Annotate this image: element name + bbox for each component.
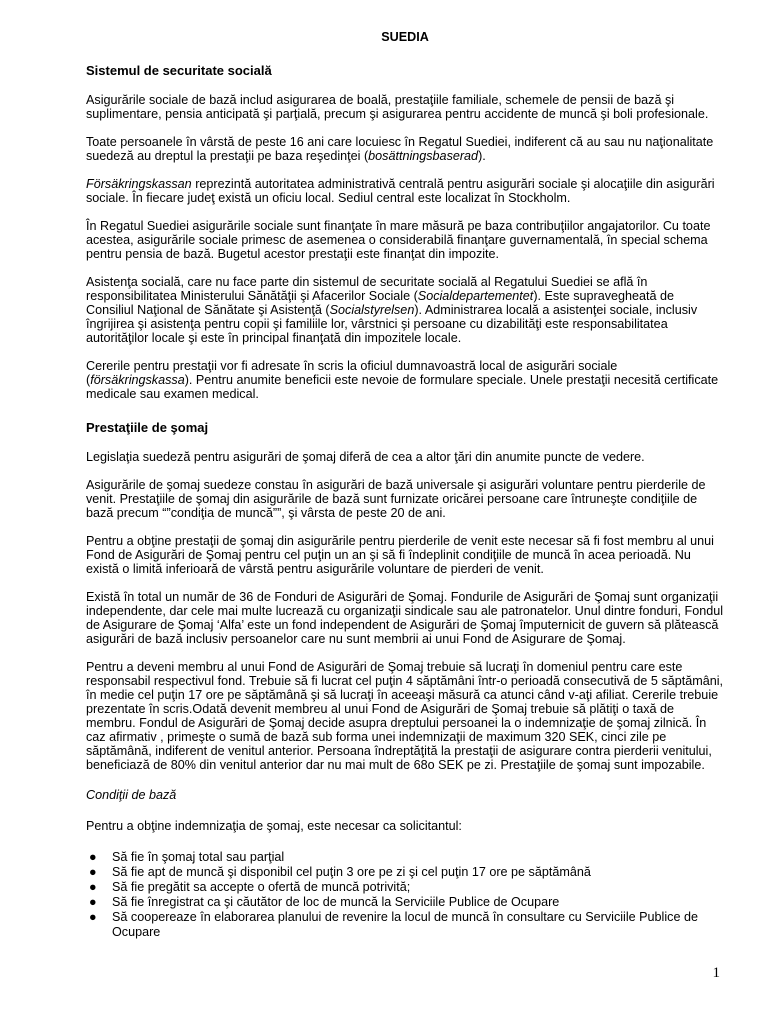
paragraph: Asigurările sociale de bază includ asigurarea de boală, prestaţiile familiale, schemele de pensii de bază şi suplimentare, pensia anticipată şi parţială, precum şi asigurarea pentru accidente de muncă şi boli profesionale.	[86, 93, 709, 121]
swedish-term: Socialdepartementet	[417, 289, 534, 303]
paragraph: Există în total un număr de 36 de Fonduri de Asigurări de Şomaj. Fondurile de Asigurări de Şomaj sunt organizaţii independente, dar cele mai multe lucrează cu organizaţii sindicale sau ale patronatelor. Unul dintre fonduri, Fondul de Asigurare de Şomaj ‘Alfa’ este un fond independent de Asigurări de Şomaj împuternicit de guvern să plătească asigurări de bază inclusiv persoanelor care nu sunt membrii ai unui Fond de Asigurare de Şomaj.	[86, 590, 724, 646]
swedish-term: Socialstyrelsen	[329, 303, 415, 317]
paragraph: Toate persoanele în vârstă de peste 16 ani care locuiesc în Regatul Suediei, indiferent că au sau nu naţionalitate suedeză au dreptul la prestaţii pe baza reşedinţei (bosättningsbaserad).	[86, 135, 714, 163]
list-item: ● Să fie înregistrat ca şi căutător de loc de muncă la Serviciile Publice de Ocupare	[89, 895, 560, 909]
section-heading-unemployment: Prestaţiile de şomaj	[86, 420, 209, 435]
paragraph: Asistenţa socială, care nu face parte din sistemul de securitate socială al Regatului Suediei se află în responsibilitatea Ministerului Sănătăţii şi Afacerilor Sociale (Socialdepartementet). Este supravegheată de Consiliul Naţional de Sănătate şi Asistenţă (Socialstyrelsen). Administrarea locală a asistenţei sociale, inclusiv îngrijirea şi asistenţa pentru copii şi familiile lor, vârstnici şi persoane cu dizabilităţi este responsabilitatea autorităţilor locale şi este în principal finanţată din impozitele locale.	[86, 275, 698, 345]
bullet-icon: ●	[89, 895, 97, 909]
bullet-icon: ●	[89, 880, 97, 894]
swedish-term: Försäkringskassan	[86, 177, 192, 191]
swedish-term: försäkringskassa	[90, 373, 185, 387]
paragraph: Pentru a obţine prestaţii de şomaj din asigurările pentru pierderile de venit este necesar să fi fost membru al unui Fond de Asigurări de Şomaj pentru cel puţin un an şi să fi îndeplinit condiţiile de muncă în acea perioadă. Nu există o limită inferioară de vârstă pentru asigurările voluntare de pierderi de venit.	[86, 534, 714, 576]
list-item: ● Să fie pregătit sa accepte o ofertă de muncă potrivită;	[89, 880, 411, 894]
paragraph: Pentru a obţine indemnizaţia de şomaj, este necesar ca solicitantul:	[86, 819, 462, 833]
bullet-icon: ●	[89, 865, 97, 879]
swedish-term: bosättningsbaserad	[368, 149, 479, 163]
paragraph: Legislaţia suedeză pentru asigurări de şomaj diferă de cea a altor ţări din anumite puncte de vedere.	[86, 450, 645, 464]
paragraph: Försäkringskassan reprezintă autoritatea administrativă centrală pentru asigurări sociale şi alocaţiile din asigurări sociale. În fiecare judeţ există un oficiu local. Sediul central este localizat în Stockholm.	[86, 177, 715, 205]
list-item: ● Să fie apt de muncă şi disponibil cel puţin 3 ore pe zi şi cel puţin 17 ore pe săptămână	[89, 865, 591, 879]
paragraph: În Regatul Suediei asigurările sociale sunt finanţate în mare măsură pe baza contribuţiilor angajatorilor. Cu toate acestea, asigurările sociale primesc de asemenea o considerabilă finanţare guvernamentală, în special schema pentru pensia de bază. Bugetul acestor prestaţii este finanţat din impozite.	[86, 219, 711, 261]
paragraph: Asigurările de şomaj suedeze constau în asigurări de bază universale şi asigurări voluntare pentru pierderile de venit. Prestaţiile de şomaj din asigurările de bază sunt furnizate oricărei persoane care întruneşte condiţiile de bază precum “”condiţia de muncă””, şi vârsta de peste 20 de ani.	[86, 478, 706, 520]
section-heading-social-security: Sistemul de securitate socială	[86, 63, 272, 78]
subheading-basic-conditions: Condiţii de bază	[86, 788, 177, 802]
document-body	[86, 30, 724, 940]
paragraph: Pentru a deveni membru al unui Fond de Asigurări de Şomaj trebuie să lucraţi în domeniul pentru care este responsabil respectivul fond. Trebuie să fi lucrat cel puţin 4 săptămâni într-o perioadă consecutivă de 5 săptămâni, în medie cel puţin 17 ore pe săptămână şi să lucraţi în aceeaşi măsură ca atunci când v-aţi afiliat. Cererile trebuie prezentate în scris.Odată devenit membreu al unui Fond de Asigurări de Şomaj trebuie să plătiţi o taxă de membru. Fondul de Asigurări de Şomaj decide asupra dreptului persoanei la o indemnizaţie de şomaj zilnică. În caz afirmativ , primeşte o sumă de bază sub forma unei indemnizaţii de maximum 320 SEK, cinci zile pe săptămână, indiferent de venitul anterior. Persoana îndreptăţită la prestaţii de asigurare contra pierderii venitului, beneficiază de 80% din venitul anterior dar nu mai mult de 68o SEK pe zi. Prestaţiile de şomaj sunt impozabile.	[86, 660, 724, 772]
list-item: ● Să coopereaze în elaborarea planului de revenire la locul de muncă în consultare cu Serviciile Publice de Ocupare	[89, 910, 698, 939]
bullet-icon: ●	[89, 910, 97, 924]
bullet-icon: ●	[89, 850, 97, 864]
conditions-list	[86, 850, 724, 940]
list-item: ● Să fie în şomaj total sau parţial	[89, 850, 285, 864]
document-title: SUEDIA	[381, 30, 429, 44]
page-number: 1	[712, 965, 720, 981]
paragraph: Cererile pentru prestaţii vor fi adresate în scris la oficiul dumnavoastră local de asigurări sociale (försäkringskassa). Pentru anumite beneficii este nevoie de formulare speciale. Unele prestaţii necesită certificate medicale sau examen medical.	[86, 359, 719, 401]
